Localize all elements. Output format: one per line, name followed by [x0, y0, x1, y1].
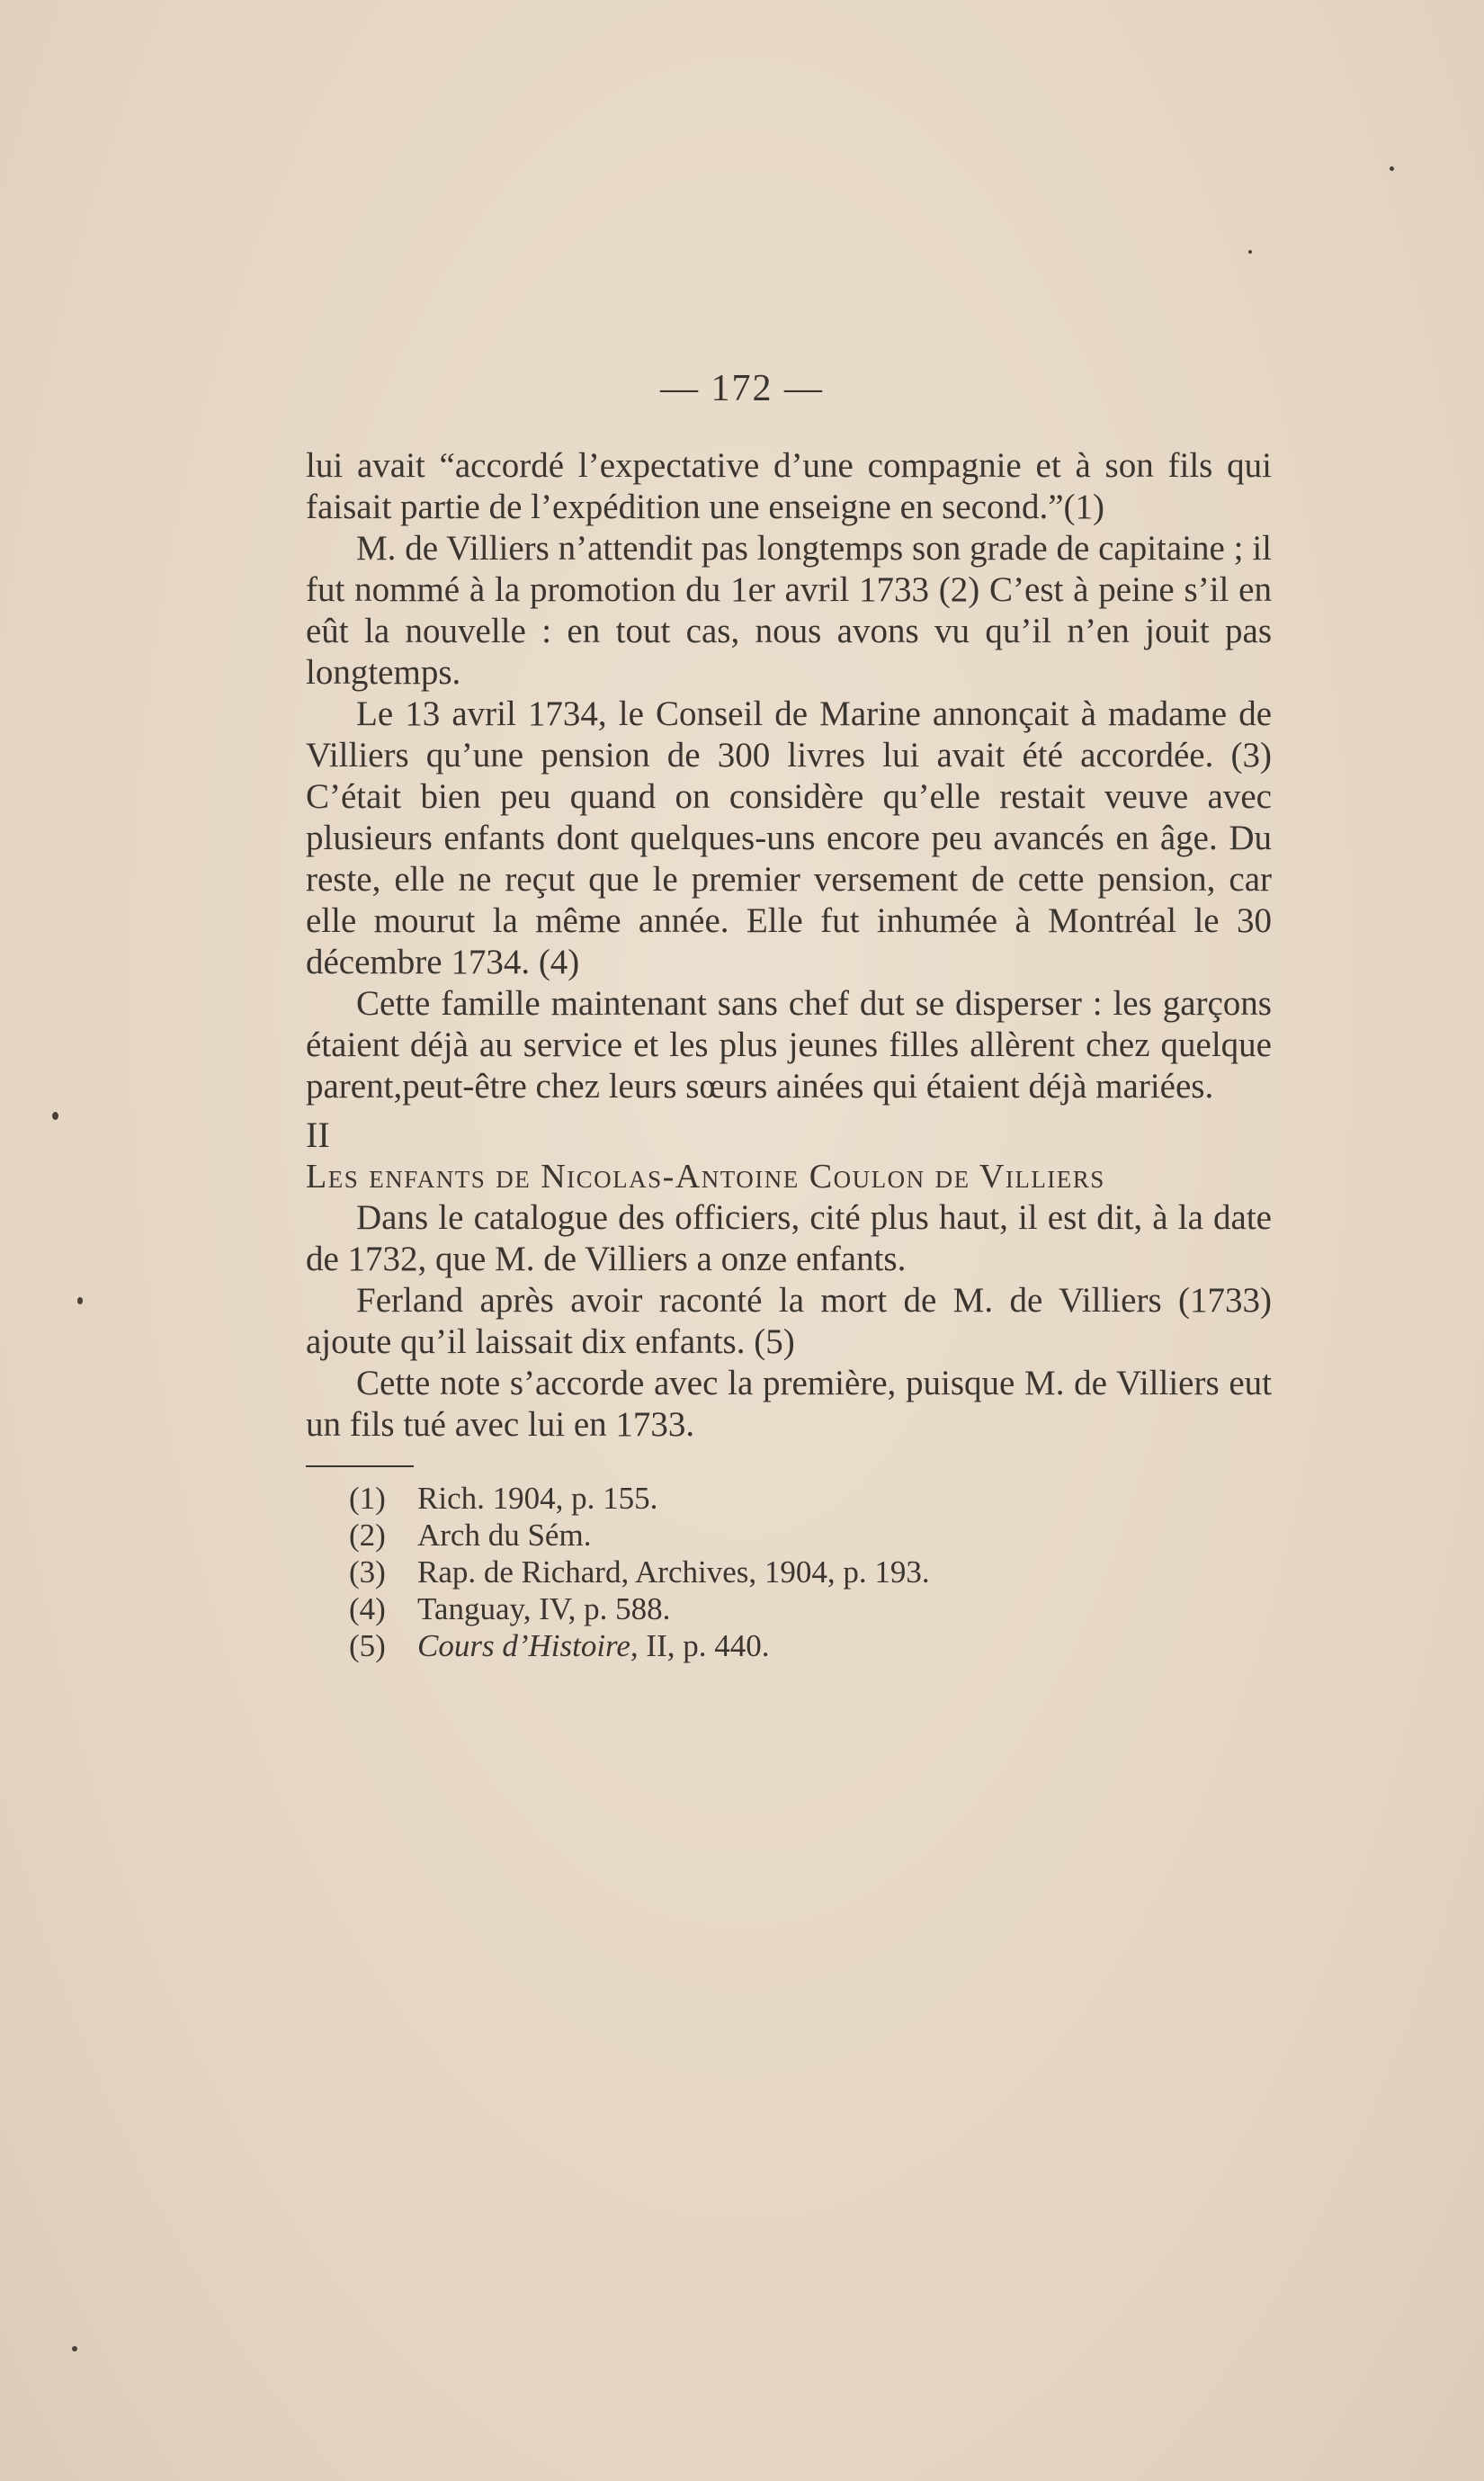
footnotes	[349, 1480, 1272, 1664]
paper-speck	[52, 1112, 58, 1120]
paper-speck	[72, 2346, 77, 2351]
footnote-text: Arch du Sém.	[417, 1518, 592, 1553]
footnote-italic-title: Cours d’Histoire,	[417, 1628, 639, 1663]
paragraph: Ferland après avoir raconté la mort de M. de Villiers (1733) ajoute qu’il laissait dix enfants. (5)	[306, 1281, 1272, 1361]
footnote-number: (3)	[349, 1554, 386, 1590]
paper-speck	[1390, 166, 1394, 171]
section-title: Les enfants de Nicolas-Antoine Coulon de Villiers	[306, 1158, 1105, 1196]
footnote-number: (4)	[349, 1591, 386, 1626]
footnote-number: (5)	[349, 1628, 386, 1663]
paper-speck	[1248, 250, 1252, 254]
footnote	[349, 1480, 1272, 1517]
paragraph: Dans le catalogue des officiers, cité plus haut, il est dit, à la date de 1732, que M. de Villiers a onze enfants.	[306, 1198, 1272, 1278]
paragraph: lui avait “accordé l’expectative d’une compagnie et à son fils qui faisait partie de l’expédition une enseigne en second.”(1)	[306, 446, 1272, 526]
footnote-reference: II, p. 440.	[638, 1628, 770, 1663]
paragraph: Cette famille maintenant sans chef dut se disperser : les garçons étaient déjà au service et les plus jeunes filles allèrent chez quelque parent,peut-être chez leurs sœurs ainées qui étaient déjà mariées.	[306, 984, 1272, 1106]
page-number: — 172 —	[660, 368, 824, 409]
paragraph: Cette note s’accorde avec la première, puisque M. de Villiers eut un fils tué avec lui en 1733.	[306, 1364, 1272, 1444]
page-text	[306, 445, 1272, 1664]
footnote-text: Tanguay, IV, p. 588.	[417, 1591, 671, 1626]
footnote	[349, 1554, 1272, 1590]
footnote-rule	[306, 1465, 414, 1467]
section-number: II	[306, 1115, 330, 1155]
paragraph: Le 13 avril 1734, le Conseil de Marine annonçait à madame de Villiers qu’une pension de 300 livres lui avait été accordée. (3) C’était bien peu quand on considère qu’elle restait veuve avec plusieurs enfants dont quelques-uns encore peu avancés en âge. Du reste, elle ne reçut que le premier versement de cette pension, car elle mourut la même année. Elle fut inhumée à Montréal le 30 décembre 1734. (4)	[306, 694, 1272, 981]
footnote	[349, 1517, 1272, 1554]
footnote-text: Rap. de Richard, Archives, 1904, p. 193.	[417, 1554, 930, 1590]
footnote-number: (2)	[349, 1518, 386, 1553]
footnote-number: (1)	[349, 1481, 386, 1516]
paragraph: M. de Villiers n’attendit pas longtemps son grade de capitaine ; il fut nommé à la promotion du 1er avril 1733 (2) C’est à peine s’il en eût la nouvelle : en tout cas, nous avons vu qu’il n’en jouit pas longtemps.	[306, 529, 1272, 692]
footnote	[349, 1590, 1272, 1627]
footnote-text: Rich. 1904, p. 155.	[417, 1481, 658, 1516]
paper-speck	[77, 1297, 83, 1304]
footnote-text	[417, 1627, 769, 1664]
footnote	[349, 1627, 1272, 1664]
